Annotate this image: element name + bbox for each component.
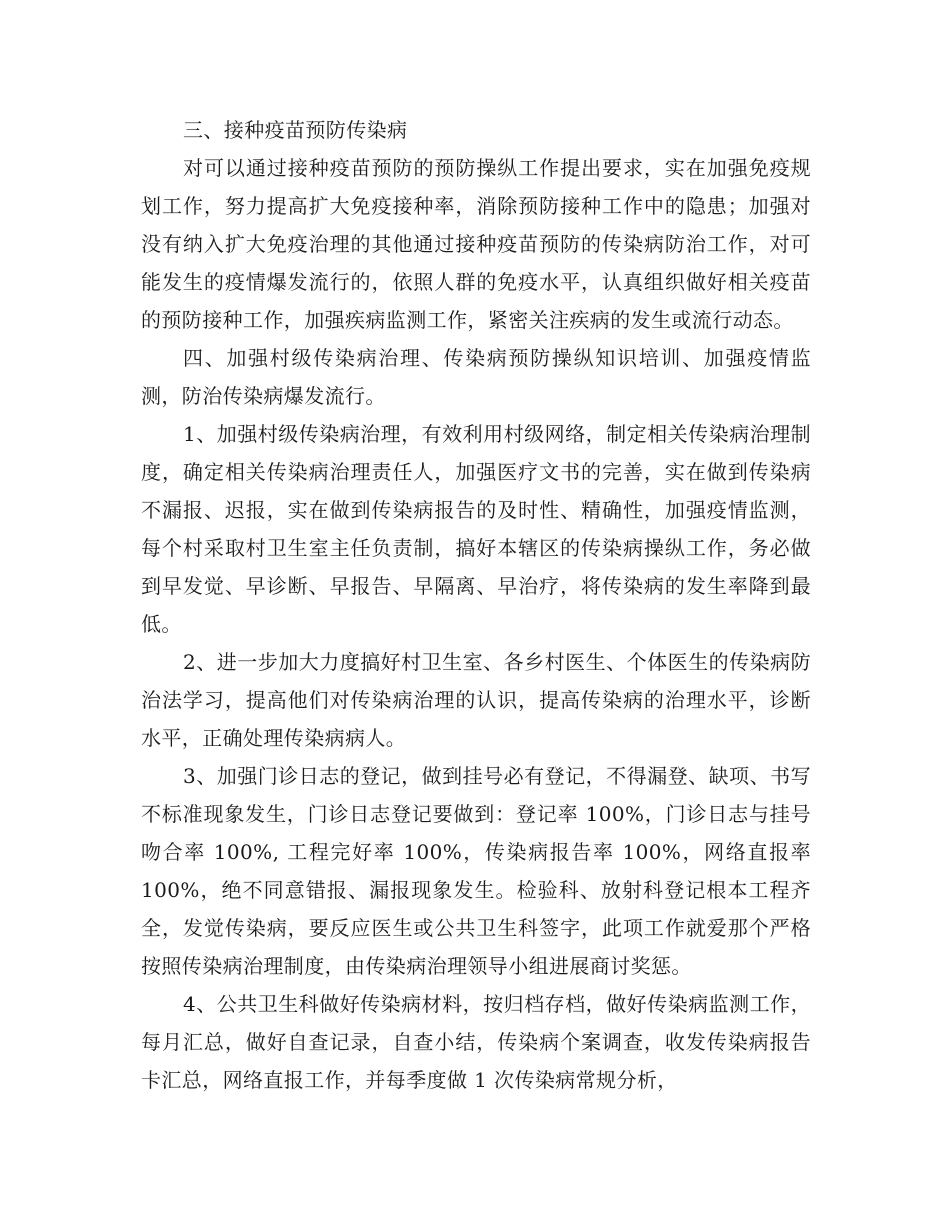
paragraph-item-4: 4、公共卫生科做好传染病材料，按归档存档，做好传染病监测工作，每月汇总，做好自查记录，自查小结，传染病个案调查，收发传染病报告卡汇总，网络直报工作，并每季度做 1 次传染病常规分析， — [141, 992, 811, 1092]
paragraph-item-2: 2、进一步加大力度搞好村卫生室、各乡村医生、个体医生的传染病防治法学习，提高他们对传染病治理的认识，提高传染病的治理水平，诊断水平，正确处理传染病病人。 — [141, 650, 811, 750]
section-heading-village-management: 四、加强村级传染病治理、传染病预防操纵知识培训、加强疫情监测，防治传染病爆发流行。 — [141, 346, 811, 408]
paragraph-item-1: 1、加强村级传染病治理，有效利用村级网络，制定相关传染病治理制度，确定相关传染病治理责任人，加强医疗文书的完善，实在做到传染病不漏报、迟报，实在做到传染病报告的及时性、精确性，加强疫情监测，每个村采取村卫生室主任负责制，搞好本辖区的传染病操纵工作，务必做到早发觉、早诊断、早报告、早隔离、早治疗，将传染病的发生率降到最低。 — [141, 422, 811, 636]
section-heading-vaccination: 三、接种疫苗预防传染病 — [183, 118, 408, 142]
document-body — [141, 111, 811, 1099]
paragraph-item-3: 3、加强门诊日志的登记，做到挂号必有登记，不得漏登、缺项、书写不标准现象发生，门诊日志登记要做到：登记率 100%，门诊日志与挂号吻合率 100%, 工程完好率 100%，传染病报告率 100%，网络直报率 100%，绝不同意错报、漏报现象发生。检验科、放射科登记根本工程齐全，发觉传染病，要反应医生或公共卫生科签字，此项工作就爱那个严格按照传染病治理制度，由传染病治理领导小组进展商讨奖惩。 — [141, 764, 811, 978]
paragraph-vaccination: 对可以通过接种疫苗预防的预防操纵工作提出要求，实在加强免疫规划工作，努力提高扩大免疫接种率，消除预防接种工作中的隐患；加强对没有纳入扩大免疫治理的其他通过接种疫苗预防的传染病防治工作，对可能发生的疫情爆发流行的，依照人群的免疫水平，认真组织做好相关疫苗的预防接种工作，加强疾病监测工作，紧密关注疾病的发生或流行动态。 — [141, 156, 811, 332]
